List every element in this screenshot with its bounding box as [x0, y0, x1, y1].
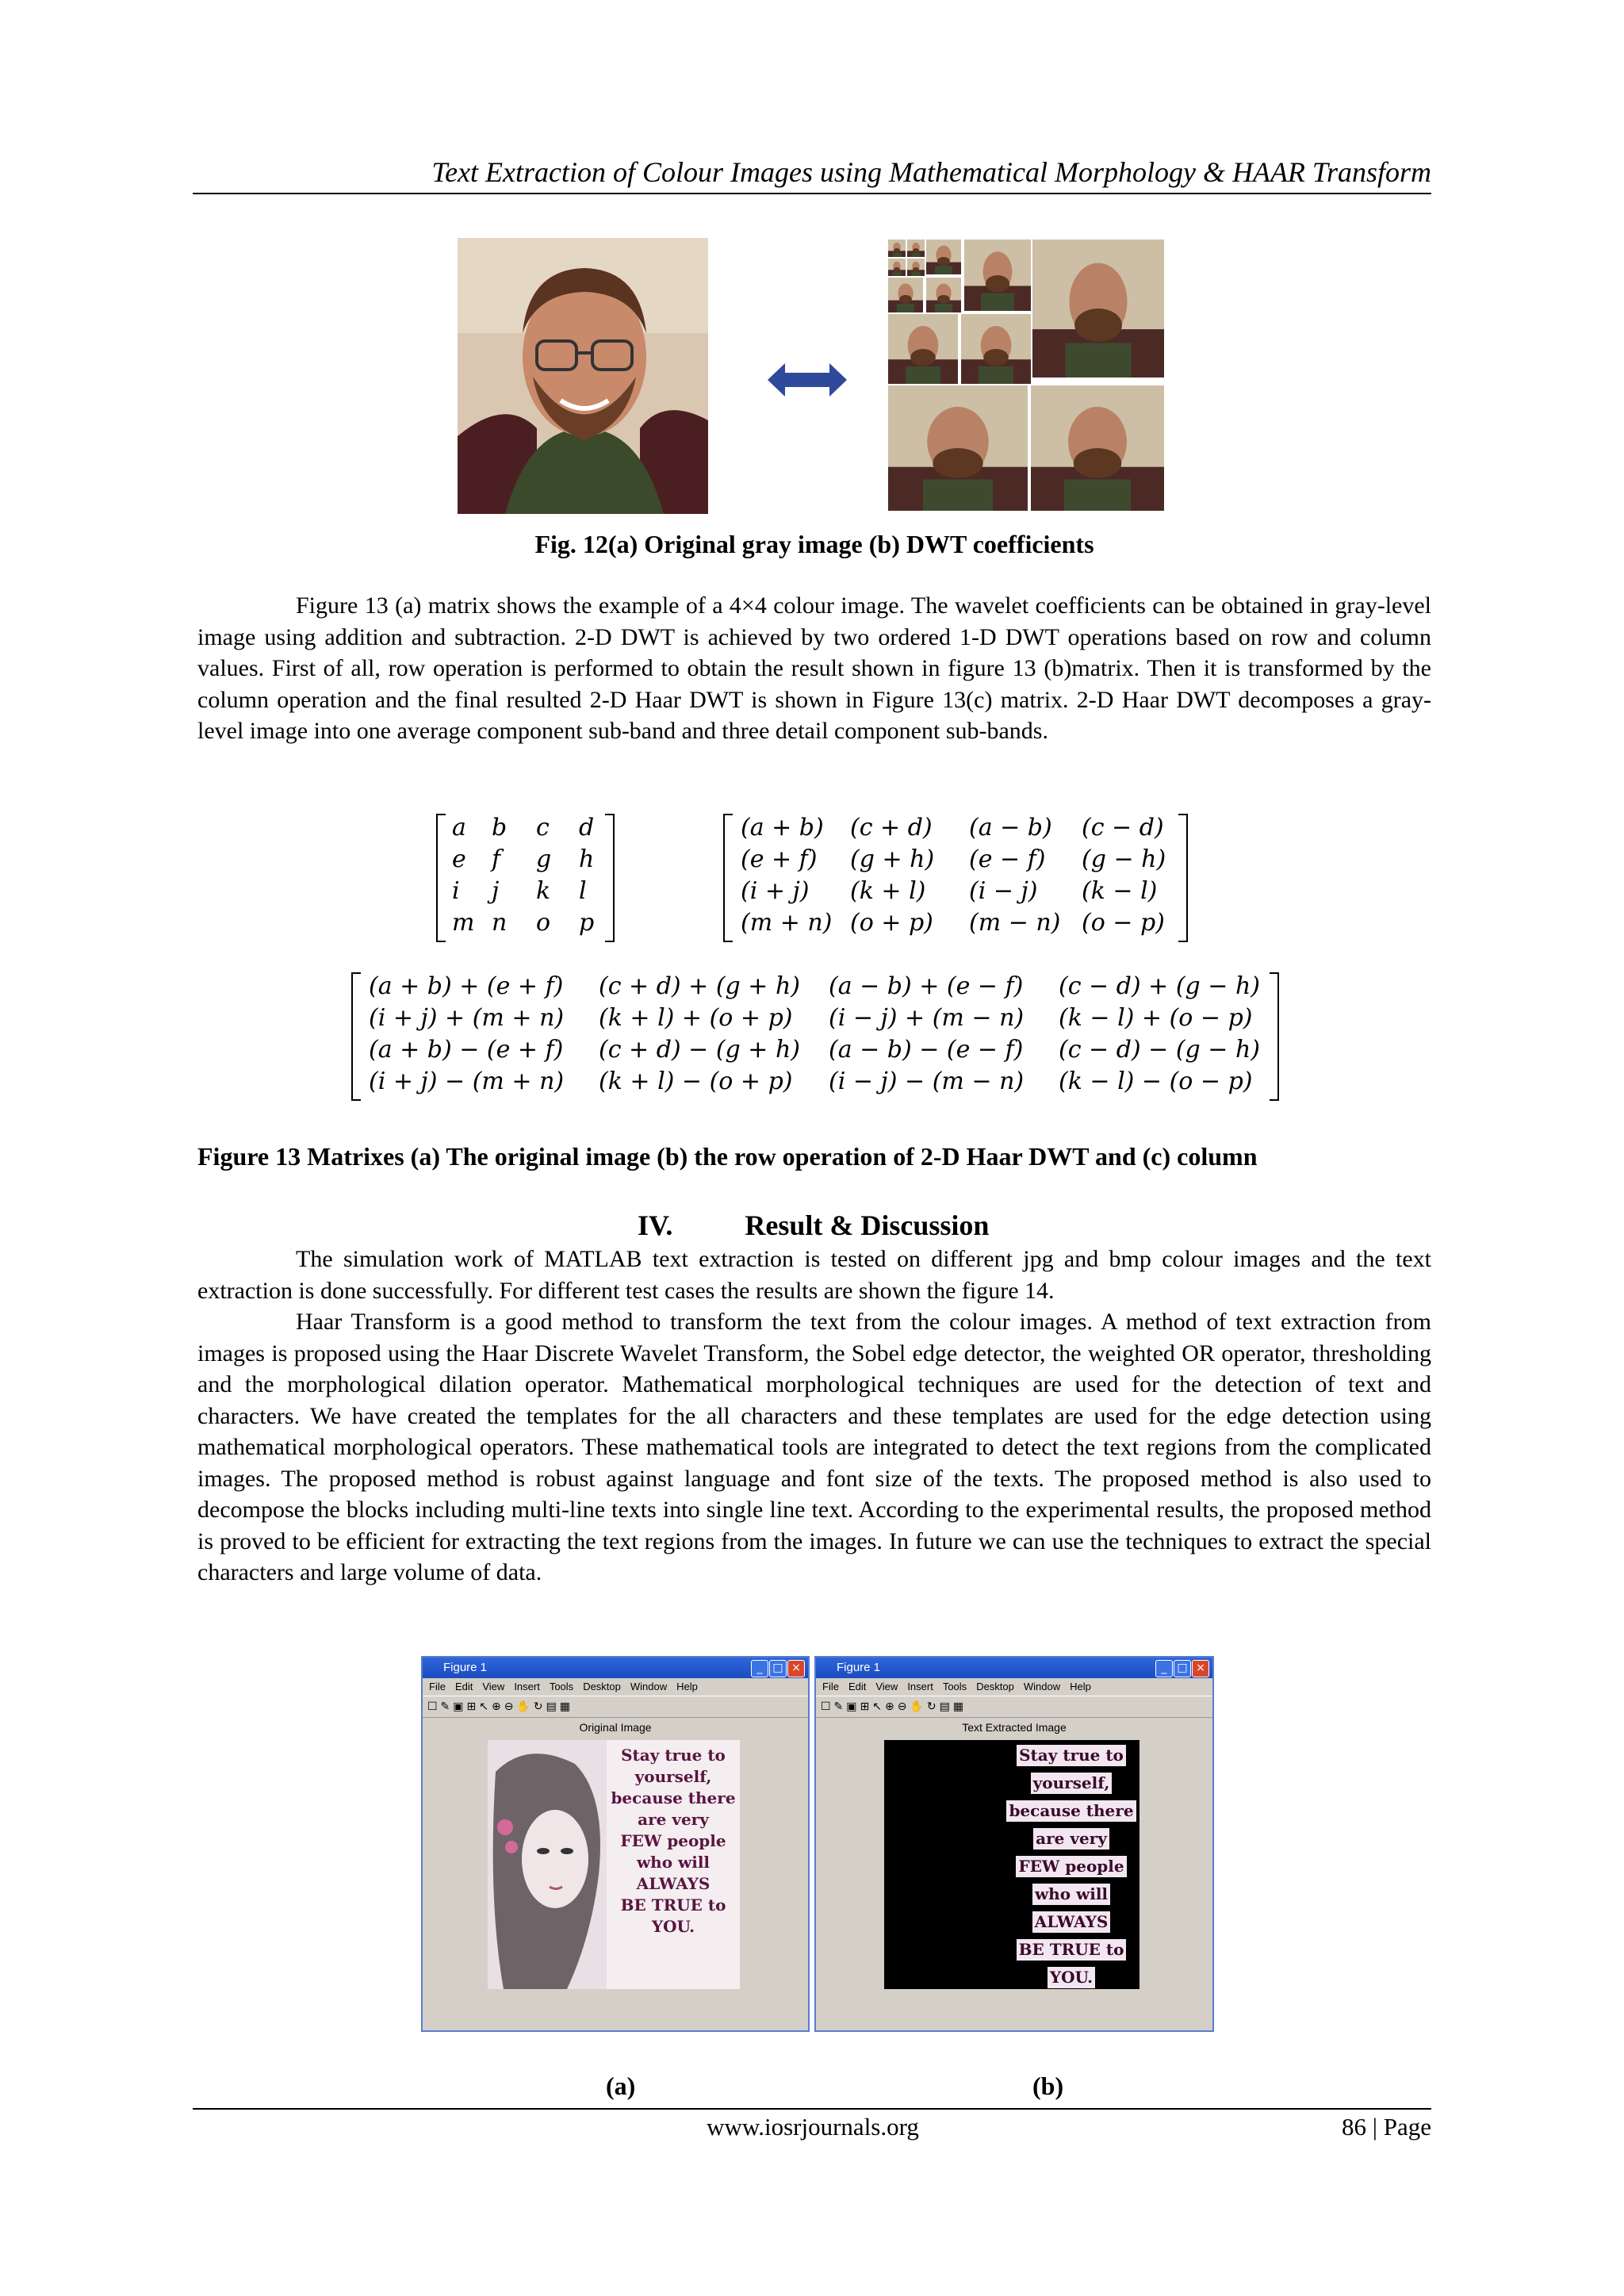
matrix-cell: b — [492, 814, 508, 841]
window-a-toolbar: ☐✎▣⊞↖⊕⊖✋↻▤▦ — [423, 1696, 808, 1718]
matrix-cell: (i + j) − (m + n) — [369, 1068, 565, 1095]
window-a-menubar — [423, 1678, 808, 1696]
original-quote — [607, 1745, 740, 1938]
matrix-cell: (c + d) — [850, 814, 933, 841]
girl-illustration — [488, 1740, 607, 1989]
portrait-illustration — [458, 238, 708, 514]
matrix-cell: (i − j) − (m − n) — [829, 1068, 1025, 1095]
menu-item[interactable]: Edit — [454, 1681, 473, 1692]
menu-item[interactable]: Desktop — [976, 1681, 1014, 1692]
dwt-tile — [907, 240, 925, 257]
close-icon[interactable]: × — [787, 1660, 805, 1677]
matrix-cell: (c − d) — [1082, 814, 1164, 841]
matrix-cell: (k − l) − (o − p) — [1059, 1068, 1253, 1095]
minimize-icon[interactable]: _ — [1155, 1660, 1173, 1677]
quote-line: ALWAYS — [1032, 1911, 1111, 1933]
quote-line: YOU. — [1048, 1967, 1095, 1988]
fig12-original-image — [458, 238, 708, 514]
matrix-cell: (i + j) — [741, 877, 810, 905]
matrix-cell: (k + l) — [850, 877, 926, 905]
matrix-cell: (c − d) − (g − h) — [1059, 1036, 1260, 1064]
fig14-label-b: (b) — [1032, 2072, 1064, 2100]
menu-item[interactable]: Help — [676, 1681, 698, 1692]
original-image-plot — [488, 1740, 740, 1989]
matrix-cell: g — [536, 845, 552, 873]
matrix-cell: j — [492, 877, 500, 905]
matrix-a — [436, 809, 615, 942]
matrix-c — [351, 968, 1279, 1101]
menu-item[interactable]: File — [429, 1681, 446, 1692]
matrix-cell: i — [452, 877, 460, 905]
matrix-cell: (c + d) + (g + h) — [599, 972, 800, 1000]
matrix-cell: (a − b) + (e − f) — [829, 972, 1024, 1000]
dwt-tile — [888, 259, 906, 276]
menu-item[interactable]: Help — [1070, 1681, 1091, 1692]
window-a-titlebar: Figure 1 — [423, 1658, 808, 1678]
quote-line: yourself, — [634, 1767, 712, 1786]
footer-page-number: 86 | Page — [1342, 2113, 1431, 2141]
matrix-cell: (k + l) + (o + p) — [599, 1004, 793, 1032]
results-discussion-text — [197, 1244, 1431, 1589]
matrix-cell: d — [579, 814, 595, 841]
dwt-tile — [1031, 385, 1164, 511]
menu-item[interactable]: View — [875, 1681, 898, 1692]
matrix-cell: (o + p) — [850, 909, 933, 937]
dwt-tile — [888, 385, 1028, 511]
minimize-icon[interactable]: _ — [751, 1660, 768, 1677]
figure-window-b — [814, 1656, 1214, 2032]
matrix-cell: (a − b) − (e − f) — [829, 1036, 1024, 1064]
quote-line: who will — [1032, 1884, 1110, 1905]
matrix-cell: (e − f) — [969, 845, 1046, 873]
dwt-tile — [888, 314, 958, 384]
matrix-cell: (a + b) − (e + f) — [369, 1036, 564, 1064]
dwt-tile — [964, 240, 1031, 311]
quote-line: because there — [1006, 1800, 1136, 1822]
figure-window-a — [421, 1656, 810, 2032]
matrix-cell: p — [579, 909, 595, 937]
matrix-cell: (m − n) — [969, 909, 1061, 937]
paragraph-text: Figure 13 (a) matrix shows the example of a 4×4 colour image. The wavelet coefficients can be obtained in gray-level image using addition and subtraction. 2-D DWT is achieved by two ordered 1-D DWT operations based on row and column values. First of all, row operation is performed to obtain the result shown in figure 13 (b)matrix. Then it is transformed by the column operation and the final resulted 2-D Haar DWT is shown in Figure 13(c) matrix. 2-D Haar DWT decomposes a gray-level image into one average component sub-band and three detail component sub-bands. — [197, 592, 1431, 744]
matrix-cell: e — [452, 845, 466, 873]
maximize-icon[interactable]: □ — [1174, 1660, 1191, 1677]
dwt-coefficient-grid — [885, 235, 1164, 512]
footer-url: www.iosrjournals.org — [707, 2113, 919, 2141]
matrix-cell: (k − l) + (o − p) — [1059, 1004, 1253, 1032]
quote-line: Stay true to — [1017, 1745, 1126, 1766]
matrix-cell: (g + h) — [850, 845, 935, 873]
matrix-cell: (k − l) — [1082, 877, 1158, 905]
quote-line: YOU. — [651, 1917, 695, 1936]
paragraph-haar: Haar Transform is a good method to transform the text from the colour images. A method of text extraction from images is proposed using the Haar Discrete Wavelet Transform, the Sobel edge detector, the weighted OR operator, thresholding and the morphological dilation operator. Mathematical morphological techniques are used for the detection of text and characters. We have created the templates for the all characters and these templates are used for the edge detection using mathematical morphological operators. These mathematical tools are integrated to detect the text regions from the complicated images. The proposed method is robust against language and font size of the texts. The proposed method is also used to decompose the blocks including multi-line texts into single line text. According to the experimental results, the proposed method is proved to be efficient for extracting the text regions from the images. In future we can use the techniques to extract the special characters and large volume of data. — [197, 1309, 1431, 1585]
fig12-dwt-coefficients — [885, 235, 1164, 512]
menu-item[interactable]: Tools — [942, 1681, 967, 1692]
matrix-cell: f — [492, 845, 501, 873]
matrix-cell: k — [536, 877, 551, 905]
dwt-tile — [1032, 240, 1164, 378]
quote-line: BE TRUE to — [620, 1895, 726, 1915]
matrix-cell: (a + b) + (e + f) — [369, 972, 564, 1000]
section-number: IV. — [638, 1209, 673, 1241]
window-b-plot-title: Text Extracted Image — [962, 1721, 1067, 1734]
matrix-cell: h — [579, 845, 595, 873]
matrix-cell: (k + l) − (o + p) — [599, 1068, 793, 1095]
matrix-cell: o — [536, 909, 551, 937]
quote-line: ALWAYS — [636, 1874, 710, 1893]
dwt-tile — [907, 259, 925, 276]
quote-line: because there — [611, 1788, 736, 1807]
header-rule — [193, 193, 1431, 194]
matrix-cell: (a + b) — [741, 814, 824, 841]
matrix-cell: l — [579, 877, 587, 905]
window-b-toolbar: ☐✎▣⊞↖⊕⊖✋↻▤▦ — [816, 1696, 1212, 1718]
dwt-tile — [888, 240, 906, 257]
menu-item[interactable]: Insert — [907, 1681, 933, 1692]
maximize-icon[interactable]: □ — [769, 1660, 787, 1677]
window-a-plot-title: Original Image — [579, 1721, 652, 1734]
dwt-tile — [888, 278, 923, 312]
menu-item[interactable]: Window — [1023, 1681, 1061, 1692]
matrix-cell: n — [492, 909, 508, 937]
quote-line: yourself, — [1031, 1773, 1113, 1794]
matrix-cell: (a − b) — [969, 814, 1052, 841]
close-icon[interactable]: × — [1192, 1660, 1209, 1677]
matrix-cell: (c + d) − (g + h) — [599, 1036, 800, 1064]
footer-rule — [193, 2108, 1431, 2110]
dwt-tile — [961, 314, 1031, 384]
dwt-tile — [926, 240, 961, 274]
paragraph-results: The simulation work of MATLAB text extraction is tested on different jpg and bmp colour images and the text extraction is done successfully. For different test cases the results are shown the figure 14. — [197, 1246, 1431, 1304]
matrix-cell: (e + f) — [741, 845, 818, 873]
quote-line: are very — [638, 1810, 709, 1829]
quote-line: FEW people — [620, 1831, 726, 1850]
quote-line: BE TRUE to — [1017, 1939, 1127, 1961]
menu-item[interactable]: Insert — [514, 1681, 540, 1692]
running-header: Text Extraction of Colour Images using Mathematical Morphology & HAAR Transform — [431, 156, 1431, 188]
matrix-cell: (o − p) — [1082, 909, 1165, 937]
quote-line: are very — [1033, 1828, 1109, 1849]
extracted-image-plot — [884, 1740, 1139, 1989]
window-b-menubar — [816, 1678, 1212, 1696]
menu-item[interactable]: Edit — [848, 1681, 867, 1692]
fig12-caption: Fig. 12(a) Original gray image (b) DWT coefficients — [534, 530, 1094, 558]
matrix-cell: (i − j) + (m − n) — [829, 1004, 1025, 1032]
matrix-cell: c — [536, 814, 550, 841]
quote-line: Stay true to — [621, 1746, 726, 1765]
section-heading — [638, 1209, 1113, 1242]
quote-line: FEW people — [1016, 1856, 1126, 1877]
fig14-label-a: (a) — [606, 2072, 636, 2100]
fig13-caption: Figure 13 Matrixes (a) The original image (b) the row operation of 2-D Haar DWT and (c) column — [197, 1142, 1258, 1171]
matrix-cell: (c − d) + (g − h) — [1059, 972, 1260, 1000]
window-b-titlebar: Figure 1 — [816, 1658, 1212, 1678]
menu-item[interactable]: View — [482, 1681, 505, 1692]
extracted-quote — [1003, 1742, 1139, 1991]
menu-item[interactable]: Window — [630, 1681, 668, 1692]
section-title: Result & Discussion — [745, 1209, 990, 1241]
menu-item[interactable]: Desktop — [583, 1681, 621, 1692]
double-arrow-icon — [768, 363, 847, 397]
dwt-tile — [926, 278, 961, 312]
matrix-cell: (m + n) — [741, 909, 833, 937]
menu-item[interactable]: Tools — [549, 1681, 574, 1692]
paragraph-intro — [197, 590, 1431, 747]
matrix-cell: (i + j) + (m + n) — [369, 1004, 565, 1032]
matrix-cell: (g − h) — [1082, 845, 1166, 873]
matrix-cell: m — [452, 909, 475, 937]
menu-item[interactable]: File — [822, 1681, 839, 1692]
quote-line: who will — [636, 1853, 710, 1872]
matrix-cell: a — [452, 814, 466, 841]
matrix-b — [723, 809, 1188, 942]
matrix-cell: (i − j) — [969, 877, 1038, 905]
